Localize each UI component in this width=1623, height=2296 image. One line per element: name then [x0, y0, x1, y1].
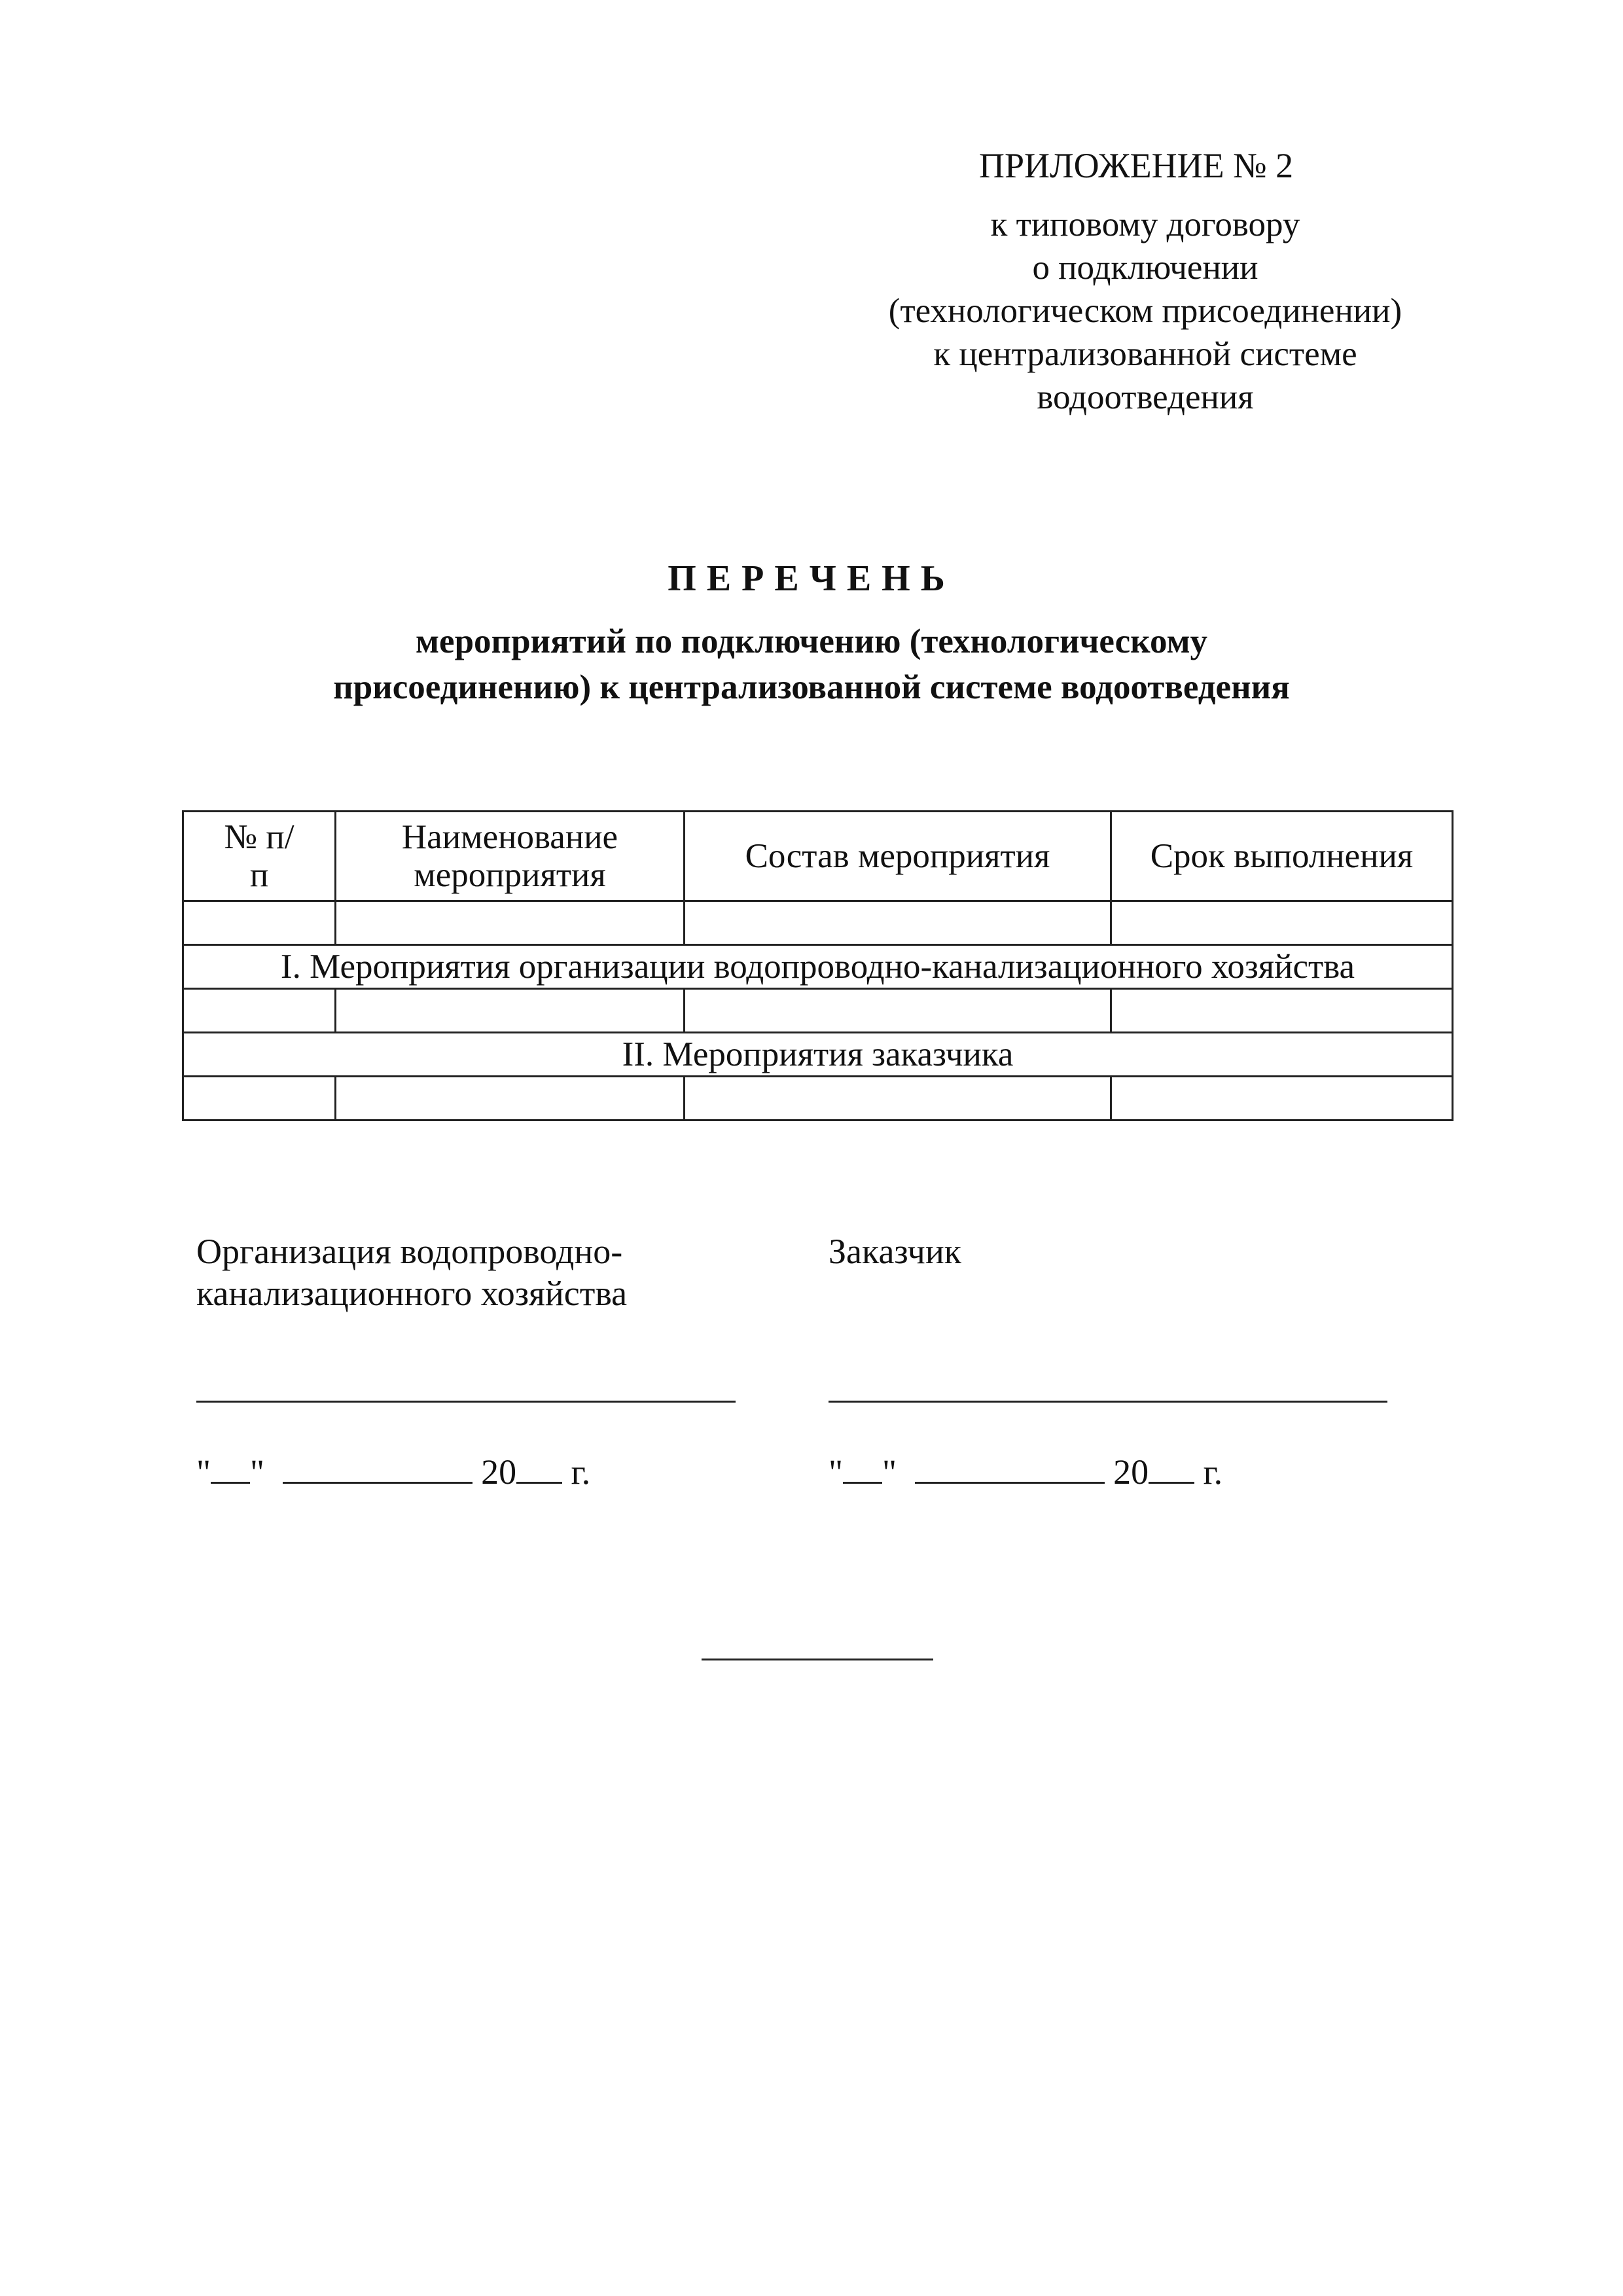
year-blank[interactable] [516, 1452, 562, 1484]
appendix-reference-line: водоотведения [1037, 378, 1254, 416]
table-cell[interactable] [1111, 901, 1453, 945]
vks-signature-line[interactable] [196, 1401, 736, 1403]
document-subtitle [0, 619, 1623, 710]
quote-open: " [196, 1452, 211, 1492]
table-cell[interactable] [336, 901, 685, 945]
month-blank[interactable] [915, 1452, 1105, 1484]
header-composition: Состав мероприятия [685, 812, 1111, 901]
appendix-title: ПРИЛОЖЕНИЕ № 2 [979, 146, 1294, 185]
year-blank[interactable] [1149, 1452, 1194, 1484]
customer-label [829, 1230, 961, 1272]
header-number-text: № п/п [224, 818, 294, 894]
vks-date-line [196, 1452, 590, 1492]
quote-open: " [829, 1452, 844, 1492]
table-cell[interactable] [183, 1077, 336, 1121]
table-cell[interactable] [336, 1077, 685, 1121]
table-row [183, 989, 1453, 1033]
appendix-reference-line: к типовому договору [990, 206, 1300, 243]
table-cell[interactable] [685, 901, 1111, 945]
day-blank[interactable] [843, 1452, 882, 1484]
table-cell[interactable] [183, 989, 336, 1033]
table-cell[interactable] [336, 989, 685, 1033]
year-suffix: г. [571, 1452, 591, 1492]
table-cell[interactable] [685, 1077, 1111, 1121]
vks-organization-line: канализационного хозяйства [196, 1274, 628, 1313]
year-prefix: 20 [481, 1452, 517, 1492]
year-suffix: г. [1203, 1452, 1223, 1492]
end-separator [702, 1659, 933, 1660]
header-name [336, 812, 685, 901]
table-row [183, 1077, 1453, 1121]
table-cell[interactable] [1111, 1077, 1453, 1121]
quote-close: " [250, 1452, 265, 1492]
section-2-label: II. Мероприятия заказчика [183, 1033, 1453, 1077]
table-row [183, 901, 1453, 945]
appendix-reference [851, 203, 1440, 419]
table-cell[interactable] [183, 901, 336, 945]
document-title: ПЕРЕЧЕНЬ [668, 558, 955, 599]
header-name-text: Наименование мероприятия [401, 818, 618, 894]
customer-line: Заказчик [829, 1232, 961, 1271]
appendix-reference-line: к централизованной системе [933, 335, 1357, 373]
year-prefix: 20 [1113, 1452, 1149, 1492]
customer-date-line [829, 1452, 1222, 1492]
section-row [183, 1033, 1453, 1077]
section-row [183, 945, 1453, 989]
header-deadline: Срок выполнения [1111, 812, 1453, 901]
measures-table [182, 810, 1454, 1121]
month-blank[interactable] [283, 1452, 473, 1484]
day-blank[interactable] [211, 1452, 250, 1484]
vks-organization-label [196, 1230, 627, 1314]
section-1-label: I. Мероприятия организации водопроводно-канализационного хозяйства [183, 945, 1453, 989]
header-number [183, 812, 336, 901]
table-header-row [183, 812, 1453, 901]
appendix-reference-line: о подключении [1032, 249, 1258, 287]
customer-signature-line[interactable] [829, 1401, 1387, 1403]
vks-organization-line: Организация водопроводно- [196, 1232, 623, 1271]
table-cell[interactable] [685, 989, 1111, 1033]
document-subtitle-line: мероприятий по подключению (технологическому [415, 622, 1208, 660]
document-subtitle-line: присоединению) к централизованной системе водоотведения [333, 668, 1290, 706]
quote-close: " [882, 1452, 897, 1492]
appendix-reference-line: (технологическом присоединении) [888, 292, 1402, 330]
table-cell[interactable] [1111, 989, 1453, 1033]
